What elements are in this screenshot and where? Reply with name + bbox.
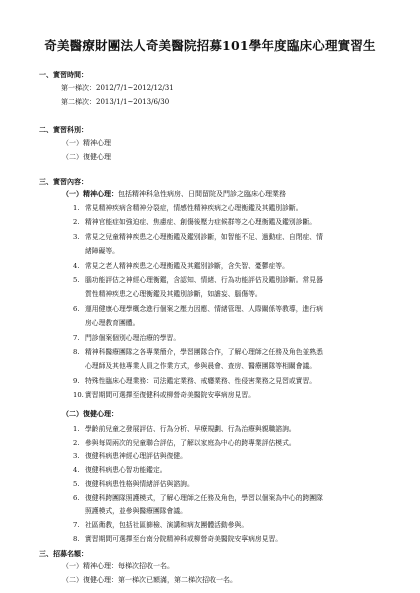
list-item-number: 5. [73,479,80,488]
list-item-text: 復健科病患神經心理評估與復健。 [85,452,187,461]
section-heading-departments: 二、實習科別： [39,125,88,134]
list-item [73,390,385,401]
list-item [85,361,385,372]
group-psychiatry-header [62,189,286,199]
section-heading-quota: 三、招募名額： [39,549,88,558]
list-item-number: 5. [73,276,80,284]
list-item-text: 質性精神疾患之心理衡鑑及其鑑別診斷，如譫妄、腦傷等。 [85,290,262,299]
group-psychiatry-desc: 包括精神科急性病房、日間留院及門診之臨床心理業務 [118,190,286,198]
list-item [73,347,385,358]
list-item-number: 8. [73,348,80,356]
section-heading-time: 一、實習時間： [39,70,88,79]
list-item-number: 3. [73,232,80,241]
quota-rehab: （二）復健心理：第一梯次已額滿，第二梯次招收一名。 [62,576,237,584]
list-item-number: 6. [73,304,80,313]
list-item [73,275,385,286]
list-item-text: 門診個案個別心理治療的學習。 [85,333,181,342]
department-rehab: （二）復健心理 [62,153,111,161]
list-item [85,289,385,300]
list-item-text: 照護模式，並參與醫療團隊會議。 [85,507,187,516]
list-item [73,438,385,449]
list-item-number: 7. [73,520,80,529]
list-item-number: 4. [73,466,80,475]
list-item-text: 常見之老人精神疾患之心理衡鑑及其鑑別診斷，含失智、憂鬱症等。 [85,261,289,270]
list-item-text: 實習期間可選擇至台南分院精神科或柳營奇美醫院安寧病房見習。 [85,534,283,543]
list-item [73,493,385,504]
list-item-text: 實習期間可選擇至復健科或柳營奇美醫院安寧病房見習。 [85,391,255,400]
list-item-text: 常見精神疾病含精神分裂症，情感性精神疾病之心理衡鑑及其鑑別診斷。 [85,204,303,212]
list-item-number: 1. [73,425,80,433]
list-item [73,232,385,243]
list-item [73,520,385,531]
list-item-text: 精神官能症如強迫症、焦慮症、創傷後壓力症候群等之心理衡鑑及鑑別診斷。 [85,218,317,227]
list-item [73,304,385,315]
list-item [85,506,385,517]
batch-2-dates: 第二梯次：2013/1/1~2013/6/30 [61,98,170,106]
group-psychiatry-label: （一）精神心理： [62,189,118,198]
list-item [73,424,385,435]
section-heading-content: 三、實習內容： [39,177,88,186]
list-item-number: 3. [73,452,80,461]
batch-1-dates: 第一梯次：2012/7/1~2012/12/31 [61,84,174,92]
list-item-number: 8. [73,534,80,543]
list-item-text: 腦功能評估之神經心理衡鑑，含認知、情緒、行為功能評估及鑑別診斷。常見器 [85,276,323,284]
list-item [73,333,385,344]
list-item-text: 房心理教育團體。 [85,319,140,328]
list-item [73,376,385,387]
list-item-number: 4. [73,261,80,270]
list-item-text: 心理師及其他專業人員之作業方式，參與晨會、查房、醫療團隊等相關會議。 [85,362,317,371]
list-item-text: 參與每周兩次的兒童聯合評估，了解以家庭為中心的跨專業評估模式。 [85,438,296,447]
list-item-text: 緒障礙等。 [85,247,119,256]
list-item-number: 10. [73,391,84,400]
list-item-text: 學齡前兒童之發展評估、行為分析、早療規劃、行為治療與親職諮詢。 [85,425,296,433]
department-psychiatry: （一）精神心理 [62,139,111,147]
list-item [73,451,385,462]
list-item [73,479,385,490]
group-rehab-label: （二）復健心理： [62,409,118,418]
list-item [73,203,385,214]
list-item [85,246,385,257]
page-title: 奇美醫療財團法人奇美醫院招募101學年度臨床心理實習生 [44,38,376,53]
list-item-text: 特殊性臨床心理業務：司法鑑定業務、戒癮業務、性侵害業務之見習或實習。 [85,376,317,385]
list-item-text: 復健科跨團隊照護模式，了解心理師之任務及角色，學習以個案為中心的跨團隊 [85,493,323,502]
list-item [73,217,385,228]
list-item-text: 復健科病患心智功能鑑定。 [85,466,167,475]
list-item-number: 6. [73,493,80,502]
list-item-text: 常見之兒童精神疾患之心理衡鑑及鑑別診斷，如智能不足、過動症、自閉症、情 [85,232,323,241]
list-item [73,534,385,545]
list-item-number: 9. [73,376,80,385]
list-item [73,465,385,476]
list-item-text: 復健科病患性格與情緒評估與諮詢。 [85,479,194,488]
list-item-text: 運用健康心理學概念進行個案之壓力因應、情緒管理、人際關係等教導，進行病 [85,304,323,313]
list-item [85,318,385,329]
list-item-number: 2. [73,438,80,447]
list-item-number: 2. [73,218,80,227]
list-item [73,261,385,272]
list-item-number: 7. [73,333,80,342]
list-item-text: 社區衛教，包括社區篩檢、演講和病友團體活動參與。 [85,520,249,529]
list-item-text: 精神科醫療團隊之各專業簡介，學習團隊合作，了解心理師之任務及角色並熟悉 [85,348,323,356]
quota-psychiatry: （一）精神心理：每梯次招收一名。 [62,562,174,570]
list-item-number: 1. [73,204,80,212]
